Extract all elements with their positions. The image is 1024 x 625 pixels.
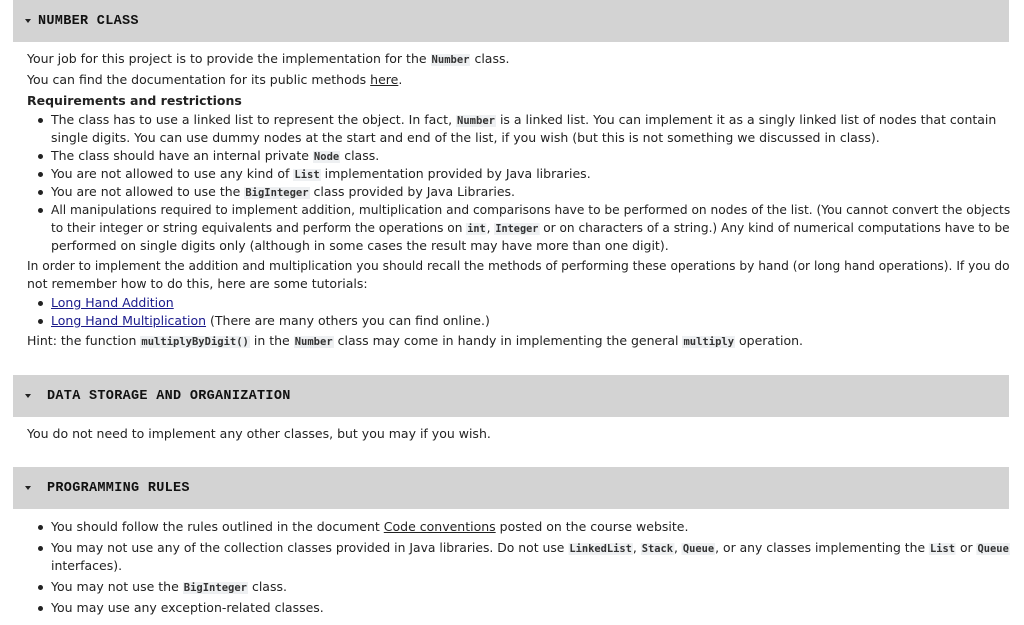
section-title: PROGRAMMING RULES bbox=[47, 480, 190, 496]
bullet bbox=[38, 585, 43, 590]
bullet bbox=[38, 208, 43, 213]
text: class. bbox=[247, 579, 287, 594]
text: You may not use the bbox=[51, 579, 183, 594]
long-hand-addition-link[interactable]: Long Hand Addition bbox=[51, 295, 174, 310]
rule-3 bbox=[51, 578, 287, 597]
rule-2 bbox=[51, 539, 1010, 558]
text: The class should have an internal private bbox=[51, 148, 313, 163]
inline-code: LinkedList bbox=[569, 543, 632, 555]
req-bullet-1-cont: single digits. You can use dummy nodes at the start and end of the list, if you wish (but this is not something we discussed in class). bbox=[51, 130, 880, 145]
text: class. bbox=[470, 51, 510, 66]
text: is a linked list. You can implement it as a singly linked list of nodes that contain bbox=[495, 112, 997, 127]
text: Hint: the function bbox=[27, 333, 141, 348]
text: in the bbox=[249, 333, 294, 348]
paragraph-line-1: In order to implement the addition and multiplication you should recall the methods of performing these operations by hand (or long hand operations). If you do bbox=[27, 258, 1010, 273]
text: class. bbox=[340, 148, 380, 163]
text: , bbox=[632, 540, 641, 555]
collapse-triangle-icon[interactable] bbox=[25, 394, 31, 398]
long-hand-multiplication-link[interactable]: Long Hand Multiplication bbox=[51, 313, 207, 328]
rule-4: You may use any exception-related classes. bbox=[51, 600, 324, 615]
req-bullet-3 bbox=[51, 165, 591, 184]
section-header-data-storage[interactable] bbox=[13, 375, 1009, 417]
req-bullet-4 bbox=[51, 183, 515, 202]
bullet bbox=[38, 525, 43, 530]
section-header-number-class[interactable] bbox=[13, 0, 1009, 42]
inline-code: Node bbox=[313, 151, 340, 163]
inline-code: Integer bbox=[495, 223, 539, 235]
text: You are not allowed to use the bbox=[51, 184, 245, 199]
bullet bbox=[38, 154, 43, 159]
tutorial-item-1 bbox=[51, 294, 174, 312]
inline-code: Number bbox=[457, 115, 495, 127]
requirements-heading: Requirements and restrictions bbox=[27, 93, 242, 108]
text: You should follow the rules outlined in the document bbox=[51, 519, 384, 534]
inline-code: Number bbox=[294, 336, 333, 348]
bullet bbox=[38, 190, 43, 195]
code-conventions-link[interactable]: Code conventions bbox=[383, 519, 496, 534]
inline-code: BigInteger bbox=[245, 187, 309, 199]
data-storage-text: You do not need to implement any other classes, but you may if you wish. bbox=[27, 426, 491, 441]
collapse-triangle-icon[interactable] bbox=[25, 19, 31, 23]
text: . bbox=[398, 72, 403, 87]
text: , bbox=[674, 540, 682, 555]
text: implementation provided by Java libraries. bbox=[320, 166, 591, 181]
inline-code: Stack bbox=[641, 543, 674, 555]
bullet bbox=[38, 546, 43, 551]
inline-code: BigInteger bbox=[183, 582, 247, 594]
text: operation. bbox=[735, 333, 804, 348]
text: or bbox=[956, 540, 977, 555]
bullet bbox=[38, 118, 43, 123]
inline-code: Queue bbox=[682, 543, 715, 555]
tutorial-item-2 bbox=[51, 312, 490, 330]
text: class may come in handy in implementing the general bbox=[333, 333, 683, 348]
req-bullet-5: All manipulations required to implement addition, multiplication and comparisons have to be performed on nodes of the list. (You cannot convert the objects bbox=[51, 202, 1011, 217]
bullet bbox=[38, 319, 43, 324]
section-header-programming-rules[interactable] bbox=[13, 467, 1009, 509]
text: The class has to use a linked list to represent the object. In fact, bbox=[51, 112, 457, 127]
inline-code: List bbox=[930, 543, 956, 555]
bullet bbox=[38, 301, 43, 306]
text: You are not allowed to use any kind of bbox=[51, 166, 294, 181]
inline-code: Queue bbox=[977, 543, 1009, 555]
req-bullet-2 bbox=[51, 147, 379, 166]
inline-code: List bbox=[294, 169, 320, 181]
section-title: NUMBER CLASS bbox=[38, 13, 139, 29]
rule-2-cont: interfaces). bbox=[51, 558, 123, 573]
rule-1 bbox=[51, 518, 688, 536]
text: or on characters of a string.) Any kind of numerical computations have to be bbox=[539, 220, 1010, 235]
text: , or any classes implementing the bbox=[715, 540, 930, 555]
req-bullet-1 bbox=[51, 111, 996, 130]
documentation-link[interactable]: here bbox=[370, 72, 399, 87]
inline-code: multiply bbox=[683, 336, 735, 348]
text: class provided by Java Libraries. bbox=[309, 184, 516, 199]
bullet bbox=[38, 172, 43, 177]
inline-code: multiplyByDigit() bbox=[141, 336, 249, 348]
bullet bbox=[38, 606, 43, 611]
text: You can find the documentation for its public methods bbox=[27, 72, 371, 87]
text: to their integer or string equivalents and perform the operations on bbox=[51, 220, 467, 235]
inline-code: Number bbox=[431, 54, 470, 66]
inline-code: int bbox=[467, 223, 486, 235]
text: Your job for this project is to provide the implementation for the bbox=[27, 51, 431, 66]
intro-line-1 bbox=[27, 50, 509, 69]
text: You may not use any of the collection classes provided in Java libraries. Do not use bbox=[51, 540, 569, 555]
text: posted on the course website. bbox=[495, 519, 689, 534]
req-bullet-5-cont bbox=[51, 219, 1010, 238]
collapse-triangle-icon[interactable] bbox=[25, 486, 31, 490]
req-bullet-5-cont-2: performed on single digits only (although in some cases the result may have more than one digit). bbox=[51, 238, 669, 253]
text: (There are many others you can find online.) bbox=[206, 313, 490, 328]
paragraph-line-2: not remember how to do this, here are some tutorials: bbox=[27, 276, 368, 291]
hint-line bbox=[27, 332, 803, 351]
section-title: DATA STORAGE AND ORGANIZATION bbox=[47, 388, 291, 404]
text: , bbox=[486, 220, 495, 235]
intro-line-2 bbox=[27, 71, 402, 89]
